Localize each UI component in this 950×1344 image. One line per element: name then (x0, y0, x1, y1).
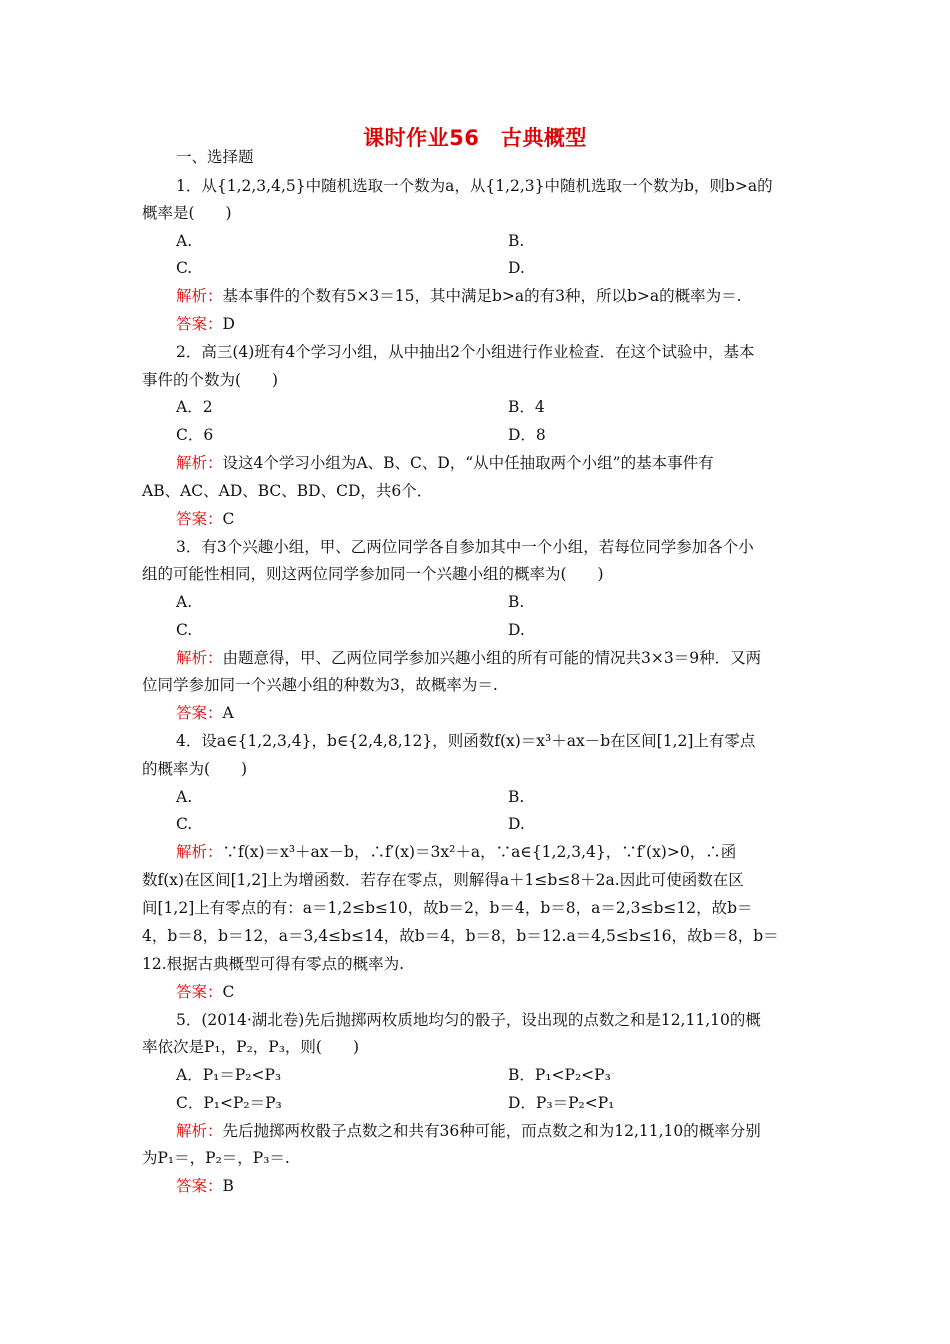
q4-option-d: D. (508, 815, 525, 833)
q5-stem-line2: 率依次是P₁，P₂，P₃，则( ) (142, 1038, 360, 1056)
q1-stem-line1: 1．从{1,2,3,4,5}中随机选取一个数为a，从{1,2,3}中随机选取一个数为b，则b>a的 (176, 177, 773, 195)
q3-analysis-text1: 由题意得，甲、乙两位同学参加兴趣小组的所有可能的情况共3×3＝9种．又两 (222, 649, 762, 667)
page-title: 课时作业56 古典概型 (363, 126, 587, 150)
q1-option-d: D. (508, 259, 525, 277)
q2-answer (176, 509, 234, 529)
q1-answer-value: D (222, 315, 235, 333)
q4-analysis-line5: 12.根据古典概型可得有零点的概率为. (142, 955, 405, 973)
answer-label: 答案： (176, 983, 223, 1001)
q5-answer-value: B (222, 1177, 234, 1195)
q3-analysis (176, 648, 761, 668)
q2-option-c: C．6 (176, 426, 214, 444)
q1-option-a: A. (176, 232, 193, 250)
q2-analysis-text1: 设这4个学习小组为A、B、C、D，“从中任抽取两个小组”的基本事件有 (222, 454, 714, 472)
q3-answer (176, 703, 234, 723)
analysis-label: 解析： (176, 843, 223, 861)
q5-option-b: B．P₁<P₂<P₃ (508, 1066, 611, 1084)
analysis-label: 解析： (176, 454, 223, 472)
q5-option-a: A．P₁＝P₂<P₃ (176, 1066, 282, 1084)
q1-stem-line2: 概率是( ) (142, 204, 232, 222)
q3-analysis-line2: 位同学参加同一个兴趣小组的种数为3，故概率为＝. (142, 676, 498, 694)
q2-option-b: B．4 (508, 398, 545, 416)
q1-answer (176, 314, 235, 334)
q5-analysis-text1: 先后抛掷两枚骰子点数之和共有36种可能，而点数之和为12,11,10的概率分别 (222, 1122, 761, 1140)
section-heading: 一、选择题 (176, 148, 254, 166)
answer-label: 答案： (176, 315, 223, 333)
q2-option-d: D．8 (508, 426, 546, 444)
q3-option-c: C. (176, 621, 193, 639)
q1-analysis (176, 286, 742, 306)
q3-answer-value: A (222, 704, 234, 722)
q5-analysis (176, 1121, 761, 1141)
q5-stem-line1: 5．(2014·湖北卷)先后抛掷两枚质地均匀的骰子，设出现的点数之和是12,11,10的概 (176, 1011, 761, 1029)
q1-analysis-text: 基本事件的个数有5×3＝15，其中满足b>a的有3种，所以b>a的概率为＝. (222, 287, 742, 305)
q4-analysis-line2: 数f(x)在区间[1,2]上为增函数．若存在零点，则解得a＋1≤b≤8＋2a.因此可使函数在区 (142, 871, 744, 889)
q3-option-a: A. (176, 593, 193, 611)
q3-stem-line2: 组的可能性相同，则这两位同学参加同一个兴趣小组的概率为( ) (142, 565, 604, 583)
q4-answer-value: C (222, 983, 235, 1001)
analysis-label: 解析： (176, 287, 223, 305)
q3-option-b: B. (508, 593, 525, 611)
q4-option-c: C. (176, 815, 193, 833)
q2-analysis-line2: AB、AC、AD、BC、BD、CD，共6个． (142, 482, 433, 500)
q4-analysis-line4: 4，b＝8，b＝12，a＝3,4≤b≤14，故b＝4，b＝8，b＝12.a＝4,5≤b≤16，故b＝8，b＝ (142, 927, 779, 945)
q3-option-d: D. (508, 621, 525, 639)
q2-option-a: A．2 (176, 398, 213, 416)
q5-option-d: D．P₃＝P₂<P₁ (508, 1094, 615, 1112)
answer-label: 答案： (176, 1177, 223, 1195)
q1-option-c: C. (176, 259, 193, 277)
q2-stem-line2: 事件的个数为( ) (142, 371, 279, 389)
q5-analysis-line2: 为P₁＝，P₂＝，P₃＝. (142, 1149, 290, 1167)
q4-stem-line2: 的概率为( ) (142, 760, 248, 778)
q4-stem-line1: 4．设a∈{1,2,3,4}，b∈{2,4,8,12}，则函数f(x)＝x³＋ax－b在区间[1,2]上有零点 (176, 732, 756, 750)
q2-answer-value: C (222, 510, 235, 528)
q5-answer (176, 1176, 234, 1196)
analysis-label: 解析： (176, 649, 223, 667)
q4-analysis-text1: ∵f(x)＝x³＋ax－b，∴f′(x)＝3x²＋a，∵a∈{1,2,3,4}，∵f′(x)>0，∴函 (222, 843, 737, 861)
q4-option-a: A. (176, 788, 193, 806)
q3-stem-line1: 3．有3个兴趣小组，甲、乙两位同学各自参加其中一个小组，若每位同学参加各个小 (176, 538, 754, 556)
q4-analysis (176, 842, 736, 862)
q5-option-c: C．P₁<P₂＝P₃ (176, 1094, 282, 1112)
answer-label: 答案： (176, 510, 223, 528)
q2-stem-line1: 2．高三(4)班有4个学习小组，从中抽出2个小组进行作业检查．在这个试验中，基本 (176, 343, 755, 361)
q4-analysis-line3: 间[1,2]上有零点的有：a＝1,2≤b≤10，故b＝2，b＝4，b＝8，a＝2,3≤b≤12，故b＝ (142, 899, 753, 917)
analysis-label: 解析： (176, 1122, 223, 1140)
q4-answer (176, 982, 234, 1002)
answer-label: 答案： (176, 704, 223, 722)
q2-analysis (176, 453, 714, 473)
q4-option-b: B. (508, 788, 525, 806)
q1-option-b: B. (508, 232, 525, 250)
